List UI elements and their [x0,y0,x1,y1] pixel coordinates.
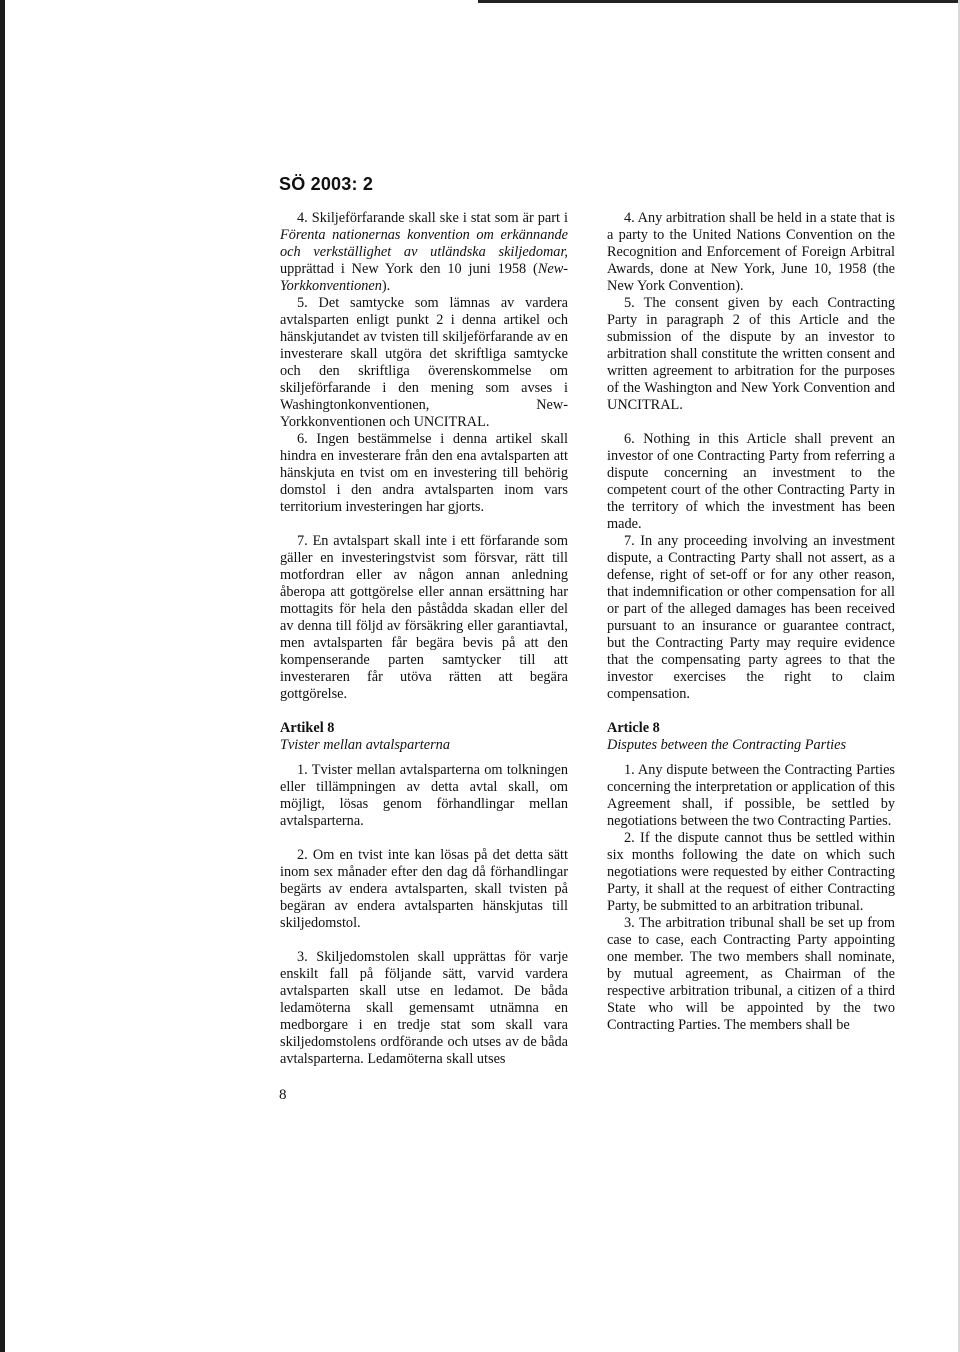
sv-article-paragraph-2: 2. Om en tvist inte kan lösas på det detta sätt inom sex månader efter den dag då förhandlingar begärts av endera avtalsparten, skall tvisten på begäran av endera avtalsparten hänskjutas till skiljedomstol. [280,847,568,931]
sv-paragraph-7: 7. En avtalspart skall inte i ett förfarande som gäller en investeringstvist som försvar, rätt till motfordran eller av någon annan anledning åberopa att gottgörelse eller annan ersättning har mottagits för hela den påstådda skadan eller del av denna till följd av försäkring eller garantiavtal, men avtalsparten får begära bevis på att den kompenserande parten samtycker till att investeraren får utöva rätten att begära gottgörelse. [280,533,568,702]
english-column [607,210,895,1034]
en-article-paragraph-2: 2. If the dispute cannot thus be settled within six months following the date on which such negotiations were requested by either Contracting Party, it shall at the request of either Contracting Party, be submitted to an arbitration tribunal. [607,830,895,914]
en-paragraph-5: 5. The consent given by each Contracting Party in paragraph 2 of this Article and the submission of the dispute by an investor to arbitration shall constitute the written consent and written agreement to arbitration for the purposes of the Washington and New York Convention and UNCITRAL. [607,295,895,413]
scan-edge-top [478,0,960,3]
sv-article-paragraph-3: 3. Skiljedomstolen skall upprättas för varje enskilt fall på följande sätt, varvid vardera avtalsparten skall utse en ledamot. De båda ledamöterna skall gemensamt utnämna en medborgare i en tredje stat som skall vara skiljedomstolens ordförande och utses av de båda avtalsparterna. Ledamöterna skall utses [280,949,568,1067]
en-article-heading: Article 8 [607,720,660,736]
en-paragraph-4: 4. Any arbitration shall be held in a state that is a party to the United Nations Convention on the Recognition and Enforcement of Foreign Arbitral Awards, done at New York, June 10, 1958 (the New York Convention). [607,210,895,294]
en-paragraph-6: 6. Nothing in this Article shall prevent an investor of one Contracting Party from referring a dispute concerning an investment to the competent court of the other Contracting Party in the territory of which the investment has been made. [607,431,895,532]
en-paragraph-7: 7. In any proceeding involving an investment dispute, a Contracting Party shall not assert, as a defense, right of set-off or for any other reason, that indemnification or other compensation for all or part of the alleged damages has been received pursuant to an insurance or guarantee contract, but the Contracting Party may require evidence that the compensating party agrees to that the investor exercises the right to claim compensation. [607,533,895,702]
sv-paragraph-4: 4. Skiljeförfarande skall ske i stat som är part i Förenta nationernas konvention om erkännande och verkställighet av utländska skiljedomar, upprättad i New York den 10 juni 1958 (New-Yorkkonventionen). [280,210,568,294]
sv-article-paragraph-1: 1. Tvister mellan avtalsparterna om tolkningen eller tillämpningen av detta avtal skall, om möjligt, lösas genom förhandlingar mellan avtalsparterna. [280,762,568,829]
en-article-paragraph-1: 1. Any dispute between the Contracting Parties concerning the interpretation or application of this Agreement shall, if possible, be settled by negotiations between the two Contracting Parties. [607,762,895,829]
swedish-column [280,210,568,1068]
sv-article-heading: Artikel 8 [280,720,335,736]
en-article-paragraph-3: 3. The arbitration tribunal shall be set up from case to case, each Contracting Party appointing one member. The two members shall nominate, by mutual agreement, as Chairman of the respective arbitration tribunal, a citizen of a third State who will be appointed by the two Contracting Parties. The members shall be [607,915,895,1033]
page-number: 8 [279,1087,287,1103]
scan-edge-left [0,0,5,1352]
sv-paragraph-6: 6. Ingen bestämmelse i denna artikel skall hindra en investerare från den ena avtalsparten att hänskjuta en tvist om en investering till behörig domstol i den andra avtalsparten inom vars territorium investeringen har gjorts. [280,431,568,515]
en-article-subheading: Disputes between the Contracting Parties [607,737,847,753]
page-header: SÖ 2003: 2 [279,174,374,194]
sv-article-subheading: Tvister mellan avtalsparterna [280,737,450,753]
sv-paragraph-5: 5. Det samtycke som lämnas av vardera avtalsparten enligt punkt 2 i denna artikel och hänskjutandet av tvisten till skiljeförfarande av en investerare skall utgöra det skriftliga samtycke och den skriftliga överenskommelse om skiljeförfarande i den mening som avses i Washingtonkonventionen, New-Yorkkonventionen och UNCITRAL. [280,295,568,430]
